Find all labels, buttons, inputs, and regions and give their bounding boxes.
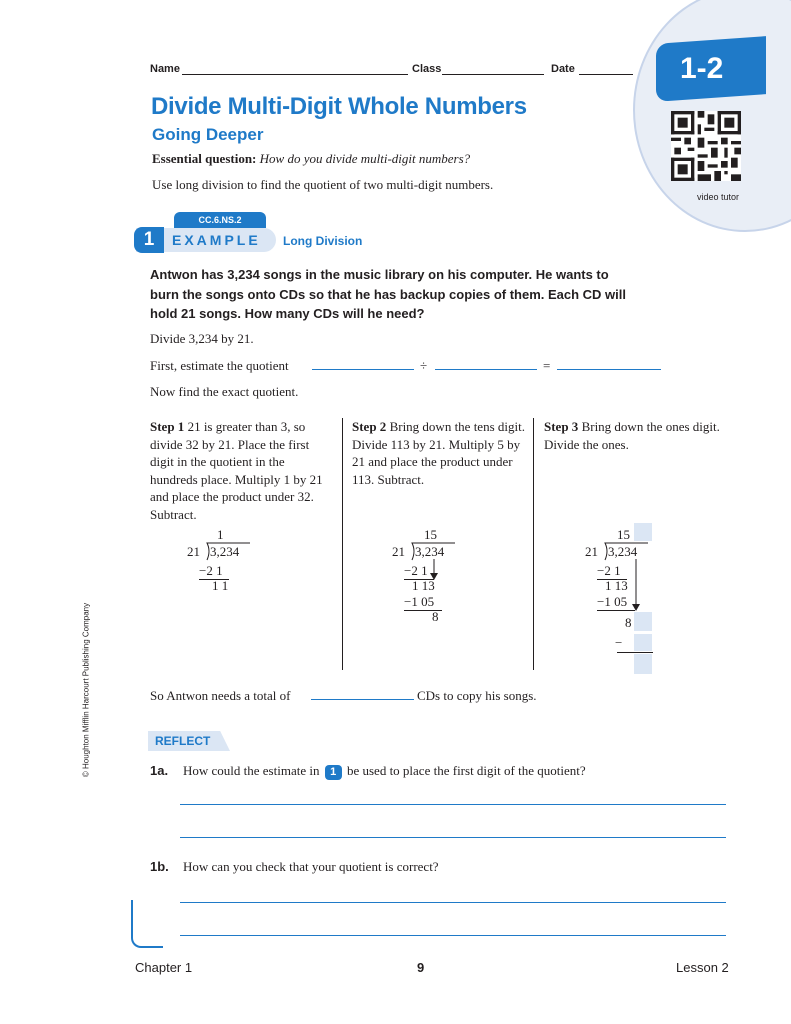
q1b-text: How can you check that your quotient is correct? (183, 859, 439, 874)
intro-text: Use long division to find the quotient of two multi-digit numbers. (152, 177, 494, 192)
remainder-row: 1 13 (412, 578, 435, 593)
subtract-row-2: −1 05 (404, 594, 442, 611)
essential-question (152, 151, 470, 167)
subtract-sign: − (615, 635, 623, 650)
q1a-answer-line-2[interactable] (180, 837, 726, 838)
copyright-anchor (81, 602, 96, 778)
division-step-1 (185, 527, 255, 597)
divisor: 21 (585, 544, 598, 559)
bring-down-arrow-icon (632, 559, 640, 612)
conclusion-suffix: CDs to copy his songs. (417, 688, 537, 703)
divisor: 21 (392, 544, 405, 559)
q1a-label: 1a. (150, 763, 169, 778)
name-field[interactable] (182, 62, 408, 75)
divide-symbol: ÷ (420, 358, 428, 373)
lesson-number: 1-2 (680, 52, 724, 85)
step-divider-1 (342, 418, 343, 670)
page-title: Divide Multi-Digit Whole Numbers (151, 93, 527, 120)
margin-bracket (131, 900, 163, 948)
standard-tag: CC.6.NS.2 (174, 212, 266, 228)
subtract-row: −2 1 (199, 563, 229, 580)
example-label: EXAMPLE (172, 232, 261, 248)
footer-chapter: Chapter 1 (135, 960, 193, 975)
divide-line: Divide 3,234 by 21. (150, 331, 254, 346)
remainder-row: 1 13 (605, 578, 628, 593)
essential-question-text: How do you divide multi-digit numbers? (259, 151, 471, 166)
subtract-line (617, 652, 653, 653)
step-1-label: Step 1 (150, 419, 185, 434)
subtract-row-2: −1 05 (597, 594, 635, 611)
subtract-row: −2 1 (597, 563, 627, 580)
q1a-answer-line-1[interactable] (180, 804, 726, 805)
essential-question-label: Essential question: (152, 151, 257, 166)
exact-line: Now find the exact quotient. (150, 384, 299, 399)
step-2-label: Step 2 (352, 419, 387, 434)
step-divider-2 (533, 418, 534, 670)
estimate-answer-3[interactable] (557, 356, 661, 370)
estimate-answer-1[interactable] (312, 356, 414, 370)
dividend: 3,234 (415, 544, 445, 559)
quotient: 15 (617, 527, 630, 542)
name-label: Name (150, 63, 180, 75)
step-3-body: Bring down the ones digit. Divide the ones. (544, 419, 720, 452)
example-number: 1 (134, 227, 164, 253)
divisor: 21 (187, 544, 200, 559)
step-1-body: 21 is greater than 3, so divide 32 by 21. Place the first digit in the quotient in the hundreds place. Multiply 1 by 21 and place the product under 32. Subtract. (150, 419, 323, 522)
page-subtitle: Going Deeper (152, 125, 264, 144)
quotient: 1 (217, 527, 224, 542)
footer-lesson: Lesson 2 (676, 960, 729, 975)
step-3-text (544, 418, 724, 453)
equals-symbol: = (543, 358, 551, 373)
subtract-row: −2 1 (404, 563, 434, 580)
division-step-3 (583, 527, 653, 667)
q1b-answer-line-1[interactable] (180, 902, 726, 903)
example-topic: Long Division (283, 234, 363, 248)
remainder-row: 1 1 (212, 578, 229, 593)
q1b-label: 1b. (150, 859, 169, 874)
date-field[interactable] (579, 62, 633, 75)
conclusion-prefix: So Antwon needs a total of (150, 688, 291, 703)
class-label: Class (412, 63, 442, 75)
division-step-2 (390, 527, 460, 627)
footer-page-number: 9 (417, 960, 425, 975)
dividend: 3,234 (210, 544, 240, 559)
dividend: 3,234 (608, 544, 638, 559)
example-reference-badge: 1 (325, 765, 342, 780)
q1a-text (183, 763, 586, 780)
estimate-answer-2[interactable] (435, 356, 537, 370)
step-3-label: Step 3 (544, 419, 579, 434)
video-tutor-label: video tutor (697, 192, 740, 202)
quotient: 15 (424, 527, 437, 542)
step-2-text (352, 418, 527, 488)
problem-text: Antwon has 3,234 songs in the music library on his computer. He wants to burn the songs onto CDs so that he has backup copies of them. Each CD will hold 21 songs. How many CDs will he need? (150, 267, 627, 321)
class-field[interactable] (442, 62, 544, 75)
estimate-prefix: First, estimate the quotient (150, 358, 289, 373)
q1b-answer-line-2[interactable] (180, 935, 726, 936)
step-2-body: Bring down the tens digit. Divide 113 by 21. Multiply 5 by 21 and place the product under 113. Subtract. (352, 419, 525, 487)
qr-code-icon[interactable] (671, 111, 741, 181)
q1a-text-before: How could the estimate in (183, 763, 320, 778)
total-cds-answer[interactable] (311, 686, 414, 700)
reflect-heading: REFLECT (155, 734, 211, 748)
step-1-text (150, 418, 333, 523)
remainder-row-2: 8 (625, 615, 632, 630)
date-label: Date (551, 63, 575, 75)
copyright-text: © Houghton Mifflin Harcourt Publishing Company (81, 602, 91, 778)
remainder-row-2: 8 (432, 609, 439, 624)
q1a-text-after: be used to place the first digit of the quotient? (346, 763, 586, 778)
